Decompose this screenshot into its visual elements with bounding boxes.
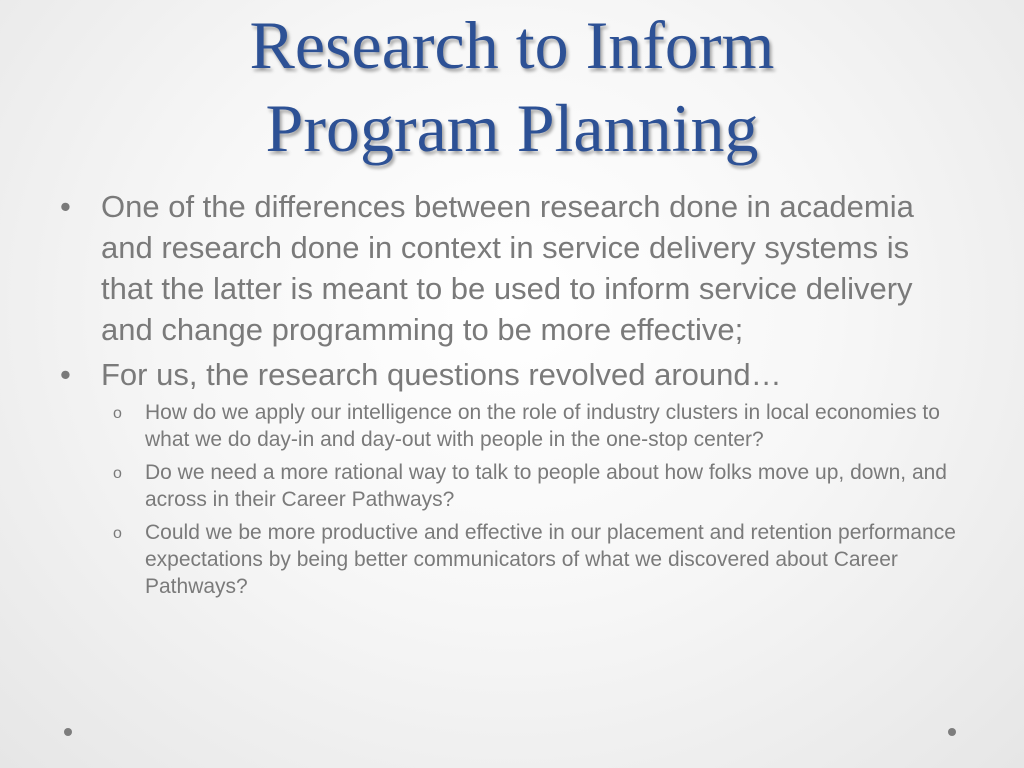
slide-title bbox=[0, 4, 1024, 170]
sub-bullet-text: Do we need a more rational way to talk to people about how folks move up, down, and across in their Career Pathways? bbox=[145, 461, 947, 511]
decorative-dot-left bbox=[64, 728, 72, 736]
sub-bullet-item bbox=[60, 459, 960, 513]
sub-bullet-text: Could we be more productive and effective in our placement and retention performance expectations by being better communicators of what we discovered about Career Pathways? bbox=[145, 521, 956, 598]
sub-bullet-item bbox=[60, 399, 960, 453]
sub-bullet-marker: o bbox=[113, 525, 122, 542]
bullet-item bbox=[60, 354, 960, 395]
decorative-dot-right bbox=[948, 728, 956, 736]
slide-title-line-1: Research to Inform bbox=[249, 7, 775, 83]
bullet-item bbox=[60, 186, 960, 350]
sub-bullet-list bbox=[60, 399, 960, 600]
bullet-text: One of the differences between research done in academia and research done in context in service delivery systems is that the latter is meant to be used to inform service delivery and change programming to be more effective; bbox=[101, 189, 914, 347]
sub-bullet-text: How do we apply our intelligence on the role of industry clusters in local economies to what we do day-in and day-out with people in the one-stop center? bbox=[145, 401, 940, 451]
sub-bullet-marker: o bbox=[113, 405, 122, 422]
slide-body bbox=[60, 186, 960, 606]
slide-title-line-2: Program Planning bbox=[265, 90, 759, 166]
sub-bullet-item bbox=[60, 519, 960, 600]
bullet-text: For us, the research questions revolved around… bbox=[101, 357, 782, 392]
sub-bullet-marker: o bbox=[113, 465, 122, 482]
bullet-marker: • bbox=[60, 189, 71, 224]
bullet-marker: • bbox=[60, 357, 71, 392]
